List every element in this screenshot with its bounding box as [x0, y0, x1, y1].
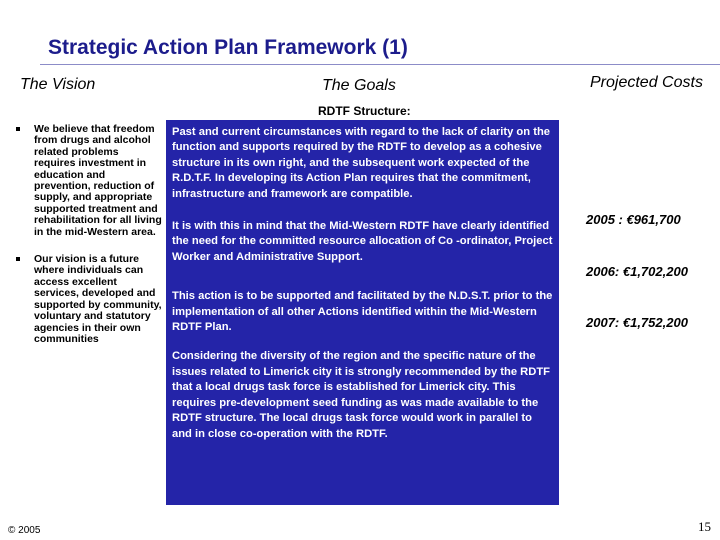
cost-2007: 2007: €1,752,200 [586, 315, 688, 330]
bullet-icon [16, 257, 20, 261]
goals-column-heading: The Goals [322, 77, 396, 94]
costs-column-heading: Projected Costs [590, 74, 703, 91]
bullet-icon [16, 127, 20, 131]
goals-paragraph: Past and current circumstances with regard to the lack of clarity on the function and supports required by the RDTF to develop as a cohesive structure in its own right, and the subsequent work expected of the R.D.T.F. In developing its Action Plan requires that the commitment, infrastructure and framework are compatible. [172, 126, 550, 200]
copyright-notice: © 2005 [8, 525, 41, 536]
vision-item [12, 254, 162, 345]
slide-title: Strategic Action Plan Framework (1) [48, 36, 408, 59]
vision-item [12, 124, 162, 238]
goals-subheading: RDTF Structure: [318, 104, 411, 118]
goals-paragraph: It is with this in mind that the Mid-Western RDTF have clearly identified the need for the committed resource allocation of Co -ordinator, Project Worker and Administrative Support. [172, 220, 553, 263]
cost-2006: 2006: €1,702,200 [586, 264, 688, 279]
goals-paragraph: Considering the diversity of the region and the specific nature of the issues related to Limerick city it is strongly recommended by the RDTF that a local drugs task force is established for Limerick city. This requires pre-development seed funding as was made available to the RDTF structure. The local drugs task force would work in parallel to and in close co-operation with the RDTF. [172, 350, 550, 440]
cost-2005: 2005 : €961,700 [586, 212, 681, 227]
goals-paragraph: This action is to be supported and facilitated by the N.D.S.T. prior to the implementation of all other Actions identified within the Mid-Western RDTF Plan. [172, 290, 553, 334]
page-number: 15 [698, 519, 711, 534]
vision-list [12, 124, 162, 361]
goals-text-box [166, 120, 559, 505]
vision-column-heading: The Vision [20, 76, 96, 93]
vision-item-text: We believe that freedom from drugs and alcohol related problems requires investment in education and prevention, reduction of supply, and appropriate supported treatment and rehabilitation for all living in the mid-Western area. [34, 123, 162, 238]
vision-item-text: Our vision is a future where individuals can access excellent services, developed and supported by community, voluntary and statutory agencies in their own communities [34, 253, 162, 345]
title-divider [40, 64, 720, 65]
